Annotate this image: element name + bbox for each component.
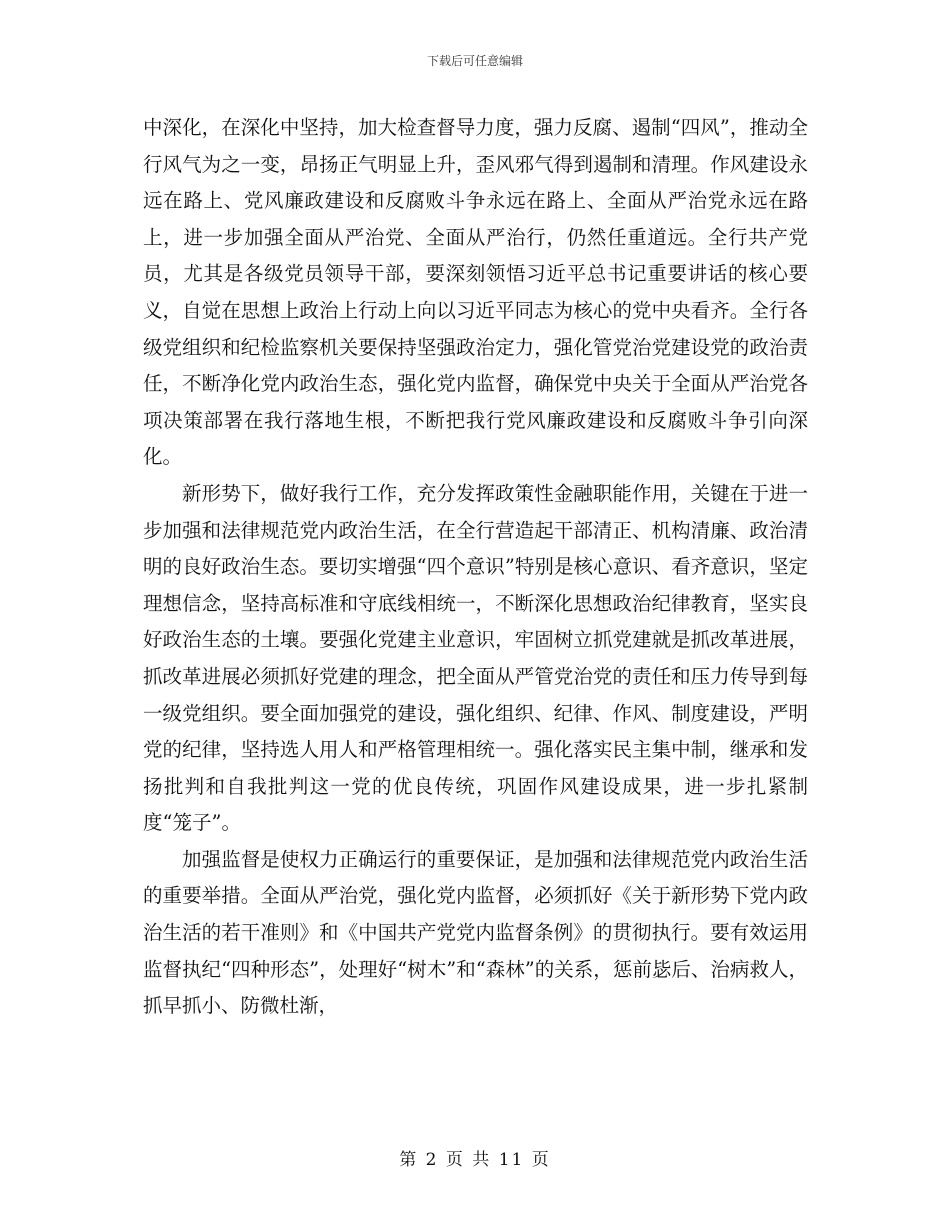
paragraph-2: 新形势下，做好我行工作，充分发挥政策性金融职能作用，关键在于进一步加强和法律规范党内政治生活，在全行营造起干部清正、机构清廉、政治清明的良好政治生态。要切实增强“四个意识”特别是核心意识、看齐意识，坚定理想信念，坚持高标准和守底线相统一，不断深化思想政治纪律教育，坚实良好政治生态的土壤。要强化党建主业意识，牢固树立抓党建就是抓改革进展，抓改革进展必须抓好党建的理念，把全面从严管党治党的责任和压力传导到每一级党组织。要全面加强党的建设，强化组织、纪律、作风、制度建设，严明党的纪律，坚持选人用人和严格管理相统一。强化落实民主集中制，继承和发扬批判和自我批判这一党的优良传统，巩固作风建设成果，进一步扎紧制度“笼子”。 bbox=[143, 481, 808, 835]
header-note: 下载后可任意编辑 bbox=[426, 54, 523, 68]
paragraph-1: 中深化，在深化中坚持，加大检查督导力度，强力反腐、遏制“四风”，推动全行风气为之一变，昂扬正气明显上升，歪风邪气得到遏制和清理。作风建设永远在路上、党风廉政建设和反腐败斗争永远在路上、全面从严治党永远在路上，进一步加强全面从严治党、全面从严治行，仍然任重道远。全行共产党员，尤其是各级党员领导干部，要深刻领悟习近平总书记重要讲话的核心要义，自觉在思想上政治上行动上向以习近平同志为核心的党中央看齐。全行各级党组织和纪检监察机关要保持坚强政治定力，强化管党治党建设党的政治责任，不断净化党内政治生态，强化党内监督，确保党中央关于全面从严治党各项决策部署在我行落地生根，不断把我行党风廉政建设和反腐败斗争引向深化。 bbox=[143, 116, 808, 469]
page-number: 第 2 页 共 11 页 bbox=[399, 1150, 551, 1170]
paragraph-3: 加强监督是使权力正确运行的重要保证，是加强和法律规范党内政治生活的重要举措。全面从严治党，强化党内监督，必须抓好《关于新形势下党内政治生活的若干准则》和《中国共产党党内监督条例》的贯彻执行。要有效运用监督执纪“四种形态”，处理好“树木”和“森林”的关系，惩前毖后、治病救人，抓早抓小、防微杜渐， bbox=[143, 847, 808, 1018]
document-body bbox=[143, 110, 808, 1025]
